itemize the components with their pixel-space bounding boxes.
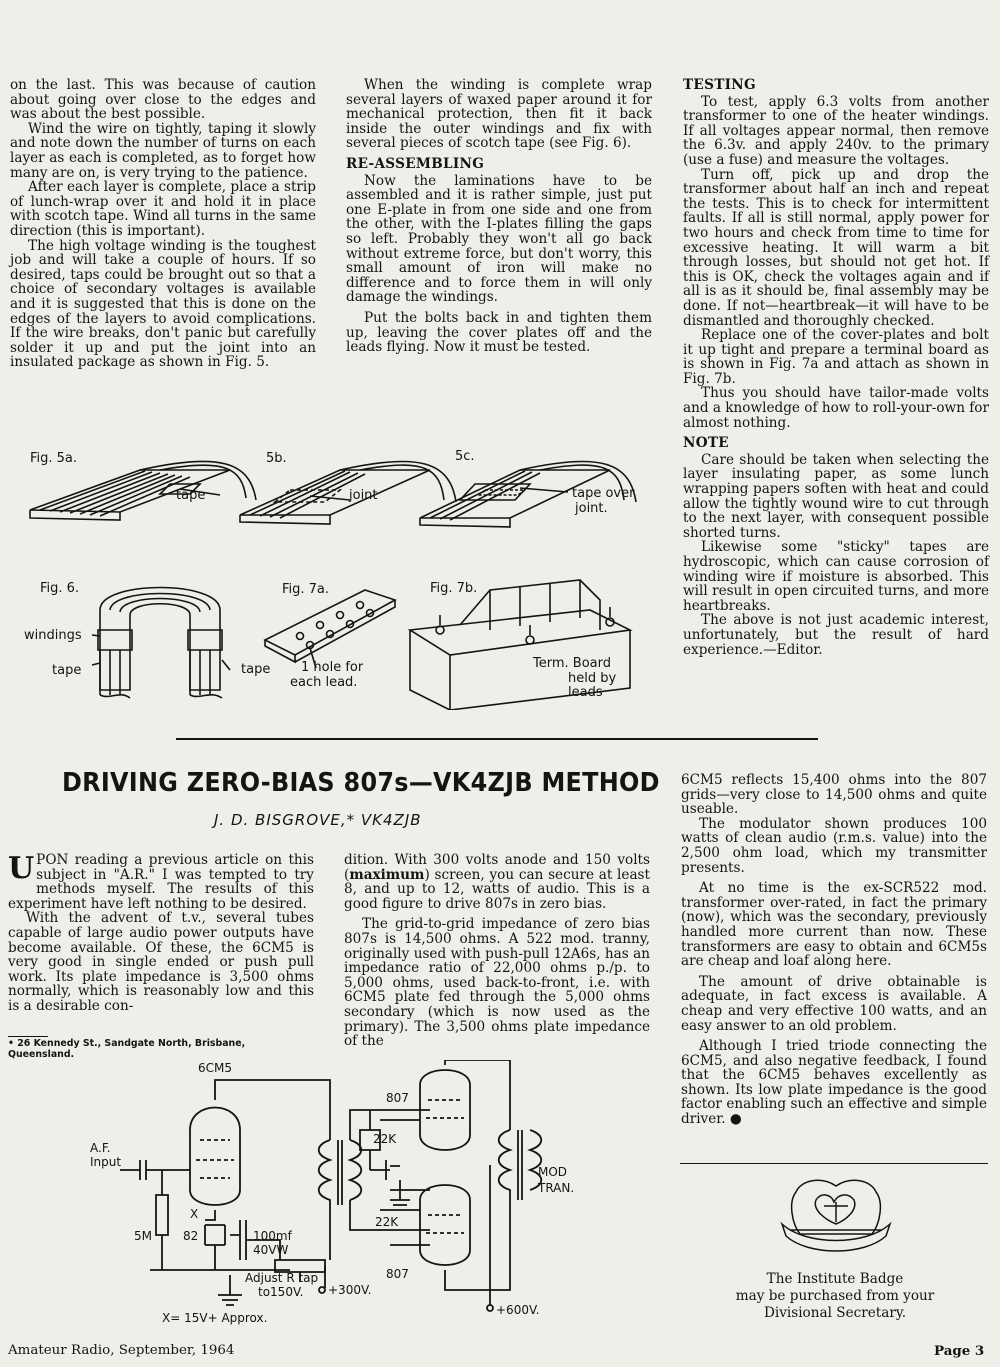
badge-caption-line: may be purchased from your <box>735 1288 935 1304</box>
drop-cap: U <box>8 851 35 886</box>
paragraph-text: PON reading a previous article on this subject in "A.R." I was tempted to try methods myself. The results of this experiment have left nothing to be desired. <box>8 852 314 912</box>
circuit-label: Adjust R tap <box>245 1271 319 1285</box>
fig-5c-label: 5c. <box>455 449 475 464</box>
fig-7a-label: Fig. 7a. <box>282 582 330 597</box>
footer-page-number: Page 3 <box>934 1343 985 1359</box>
circuit-label: 22K <box>373 1132 397 1146</box>
fig-7a-note-2: each lead. <box>290 675 358 690</box>
article-column-3 <box>681 773 987 1127</box>
circuit-label: X= 15V+ Approx. <box>162 1311 268 1325</box>
paragraph <box>8 853 314 911</box>
paragraph: When the winding is complete wrap several layers of waxed paper around it for mechanical protection, then fit it back inside the outer windings and fix with several pieces of scotch tape (see Fig. 6). <box>346 77 652 152</box>
circuit-label: 40VW <box>253 1243 289 1257</box>
section-heading: RE-ASSEMBLING <box>346 155 485 172</box>
circuit-label: 807 <box>386 1267 409 1281</box>
paragraph: Wind the wire on tightly, taping it slowly and note down the number of turns on each layer as each is completed, as to forget how many are on, is very trying to the patience. <box>10 120 316 181</box>
fig-6-label: Fig. 6. <box>40 581 80 596</box>
top-column-1 <box>10 78 316 370</box>
fig-5c-label-2: joint. <box>575 501 608 516</box>
circuit-label: 807 <box>386 1091 409 1105</box>
circuit-label: X <box>190 1207 199 1221</box>
paragraph: The high voltage winding is the toughest job and will take a couple of hours. If so desired, taps could be brought out so that a choice of secondary voltages is available and it is suggested that this is done on the edges of the layers to avoid complications. If the wire breaks, don't panic but carefully solder it up and put the joint into an insulated package as shown in Fig. 5. <box>10 237 316 371</box>
fig-7b-note-1: Term. Board <box>533 656 611 671</box>
badge-divider <box>680 1163 988 1164</box>
paragraph: 6CM5 reflects 15,400 ohms into the 807 grids—very close to 14,500 ohms and quite useable. <box>681 772 987 818</box>
paragraph: The modulator shown produces 100 watts of clean audio (r.m.s. value) into the 2,500 ohm load, which my transmitter presents. <box>681 815 987 876</box>
circuit-label: 5M <box>134 1229 152 1243</box>
circuit-label: MOD <box>538 1165 568 1179</box>
fig-5b-label: 5b. <box>266 451 287 466</box>
fig-5a-tape-label: tape <box>176 488 206 503</box>
section-heading: TESTING <box>683 77 756 93</box>
paragraph: Now the laminations have to be assembled and it is rather simple, just put one E-plate in from one side and one from the other, with the I-plates filling the gaps so left. Probably they won't all go back without extreme force, but don't worry, this small amount of iron will make no difference and to force them in will only damage the windings. <box>346 172 652 306</box>
footnote-rule <box>8 1036 48 1037</box>
circuit-label: 100mf <box>253 1229 292 1243</box>
top-column-3 <box>683 78 989 657</box>
fig-7b-label: Fig. 7b. <box>430 581 478 596</box>
paragraph-text: dition. With 300 volts anode and 150 volts ( <box>344 852 650 883</box>
institute-badge-logo <box>776 1172 896 1266</box>
paragraph-bold: maximum <box>349 866 425 883</box>
badge-caption-line: The Institute Badge <box>766 1271 904 1287</box>
circuit-label: +600V. <box>496 1303 540 1317</box>
paragraph: The grid-to-grid impedance of zero bias 807s is 14,500 ohms. A 522 mod. tranny, originally used with push-pull 12A6s, has an impedance ratio of 22,000 ohms p./p. to 5,000 ohms, used back-to-front, i.e. with 6CM5 plate fed through the 5,000 ohms secondary (which is now used as the primary). The 3,500 ohms plate impedance of the <box>344 916 650 1050</box>
article-column-2 <box>344 853 650 1049</box>
paragraph: on the last. This was because of caution about going over close to the edges and was about the best possible. <box>10 77 316 123</box>
paragraph-text: ) screen, you can secure at least 8, and up to 12, watts of audio. This is a good figure to drive 807s in zero bias. <box>344 866 650 912</box>
badge-caption <box>700 1271 970 1322</box>
fig-7b-note-2: held by <box>568 671 617 686</box>
paragraph: Turn off, pick up and drop the transformer about half an inch and repeat the tests. This is to check for intermittent faults. If all is still normal, apply power for two hours and check from time to time for excessive heating. It will warm a bit through losses, but should not get hot. If this is OK, check the voltages again and if all is as it should be, final assembly may be done. If not—heartbreak—it will have to be dismantled and thoroughly checked. <box>683 166 989 329</box>
footnote: • 26 Kennedy St., Sandgate North, Brisbane, Queensland. <box>8 1038 246 1060</box>
paragraph: The above is not just academic interest, unfortunately, but the result of hard experience.—Editor. <box>683 612 989 658</box>
circuit-label: 22K <box>375 1215 399 1229</box>
fig-6-tape-label-right: tape <box>241 662 271 677</box>
paragraph: Replace one of the cover-plates and bolt it up tight and prepare a terminal board as is shown in Fig. 7a and attach as shown in Fig. 7b. <box>683 327 989 387</box>
circuit-label: 82 <box>183 1229 199 1243</box>
fig-6-tape-label: tape <box>52 663 82 678</box>
paragraph: Put the bolts back in and tighten them up, leaving the cover plates off and the leads flying. Now it must be tested. <box>346 309 652 356</box>
fig-5a-label: Fig. 5a. <box>30 451 78 466</box>
circuit-label: +300V. <box>328 1283 372 1297</box>
section-heading: NOTE <box>683 435 729 452</box>
fig-5b-joint-label: joint <box>349 488 378 503</box>
circuit-label: 6CM5 <box>198 1061 233 1075</box>
fig-7b-note-3: leads <box>568 685 603 700</box>
paragraph: Likewise some "sticky" tapes are hydroscopic, which can cause corrosion of winding wire if moisture is absorbed. This will result in open circuited turns, and more heartbreaks. <box>683 539 989 614</box>
paragraph <box>344 853 650 911</box>
article-title: DRIVING ZERO-BIAS 807s—VK4ZJB METHOD <box>62 768 660 798</box>
article-column-1 <box>8 853 314 1014</box>
fig-6-windings-label: windings <box>24 628 82 643</box>
article-byline: J. D. BISGROVE,* VK4ZJB <box>214 811 422 829</box>
circuit-diagram <box>90 1060 610 1325</box>
section-divider <box>176 738 818 740</box>
top-column-2 <box>346 78 652 355</box>
circuit-label: TRAN. <box>538 1181 575 1195</box>
paragraph: At no time is the ex-SCR522 mod. transformer over-rated, in fact the primary (now), which was the secondary, previously handled more current than now. These transformers are easy to obtain and 6CM5s are cheap and loaf along here. <box>681 880 987 970</box>
paragraph: With the advent of t.v., several tubes capable of large audio power outputs have become available. Of these, the 6CM5 is very good in single ended or push pull work. Its plate impedance is 3,500 ohms normally, which is reasonably low and this is a desirable con- <box>8 910 314 1014</box>
fig-7a-note-1: 1 hole for <box>301 660 364 675</box>
paragraph: Although I tried triode connecting the 6CM5, and also negative feedback, I found that the 6CM5 behaves excellently as shown. Its low plate impedance is the good factor enabling such an effective and simple driver. ● <box>681 1038 987 1128</box>
paragraph: The amount of drive obtainable is adequate, in fact excess is available. A cheap and very effective 100 watts, and an easy answer to an old problem. <box>681 973 987 1034</box>
paragraph: After each layer is complete, place a strip of lunch-wrap over it and hold it in place with scotch tape. Wind all turns in the same direction (this is important). <box>10 179 316 239</box>
fig-5c-label-1: tape over <box>572 486 635 501</box>
circuit-label: A.F. <box>90 1141 111 1155</box>
paragraph: To test, apply 6.3 volts from another transformer to one of the heater windings. If all voltages appear normal, then remove the 6.3v. and apply 240v. to the primary (use a fuse) and measure the voltages. <box>683 93 989 168</box>
circuit-label: Input <box>90 1155 122 1169</box>
paragraph: Care should be taken when selecting the layer insulating paper, as some lunch wrapping papers soften with heat and could allow the tightly wound wire to cut through to the next layer, with consequent possible shorted turns. <box>683 451 989 541</box>
badge-caption-line: Divisional Secretary. <box>763 1305 907 1321</box>
footer-publication: Amateur Radio, September, 1964 <box>8 1343 235 1358</box>
circuit-label: to150V. <box>258 1285 304 1299</box>
paragraph: Thus you should have tailor-made volts and a knowledge of how to roll-your-own for almost nothing. <box>683 385 989 431</box>
